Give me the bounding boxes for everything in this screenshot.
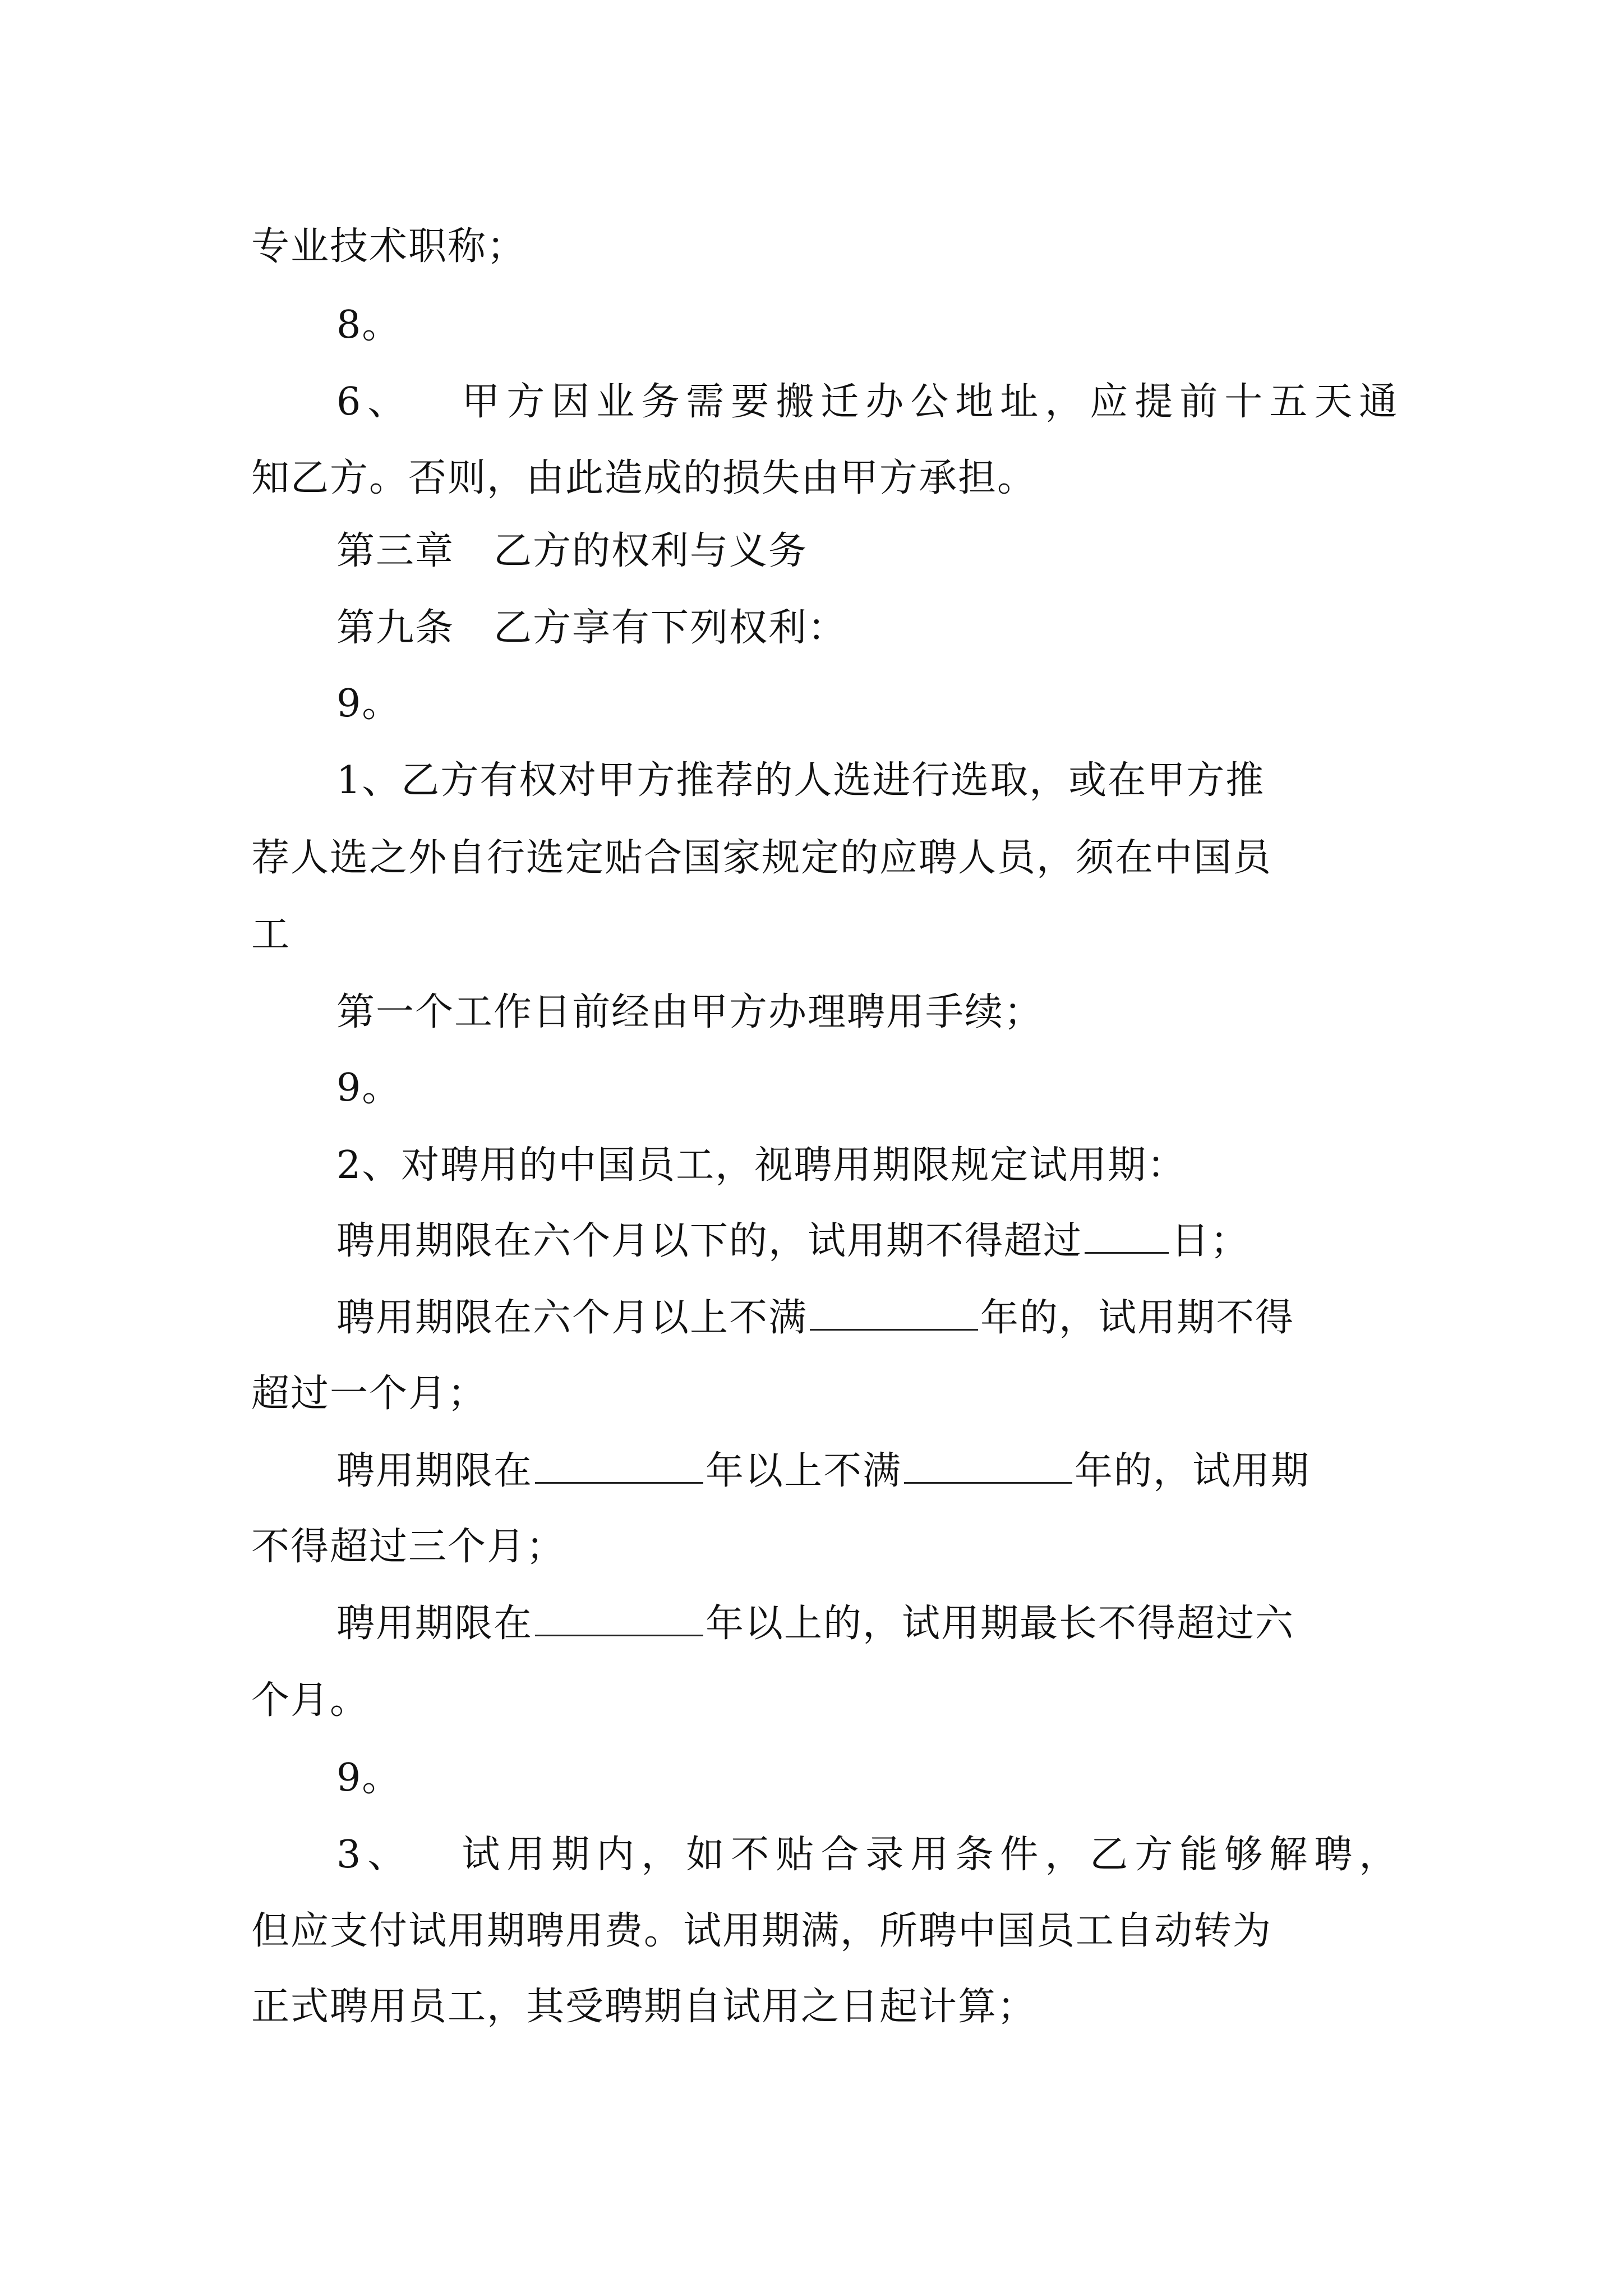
- fill-in-blank: [535, 1600, 703, 1636]
- text-line: [336, 1293, 1294, 1343]
- item-number: 6、: [336, 380, 413, 424]
- text-line: [251, 222, 526, 272]
- text-line: [336, 987, 1043, 1038]
- article-heading: [336, 603, 847, 654]
- text-line: [251, 833, 1272, 884]
- line-text: 聘用期限在: [336, 1449, 533, 1493]
- line-text: 1、乙方有权对甲方推荐的人选进行选取，或在甲方推: [336, 758, 1265, 803]
- line-text: 专业技术职称；: [251, 224, 527, 269]
- line-text: 年以上不满: [706, 1449, 902, 1493]
- item-number: 3、: [336, 1833, 413, 1877]
- line-text: 不得超过三个月；: [251, 1525, 566, 1569]
- line-text: 正式聘用员工，其受聘期自试用之日起计算；: [251, 1985, 1037, 2029]
- chapter-number: 第三章: [336, 529, 455, 573]
- text-line: [251, 1676, 369, 1726]
- text-line: [251, 1982, 1036, 2032]
- chapter-heading: [336, 526, 808, 577]
- text-line: [336, 1830, 1404, 1880]
- line-text: 8。: [336, 303, 402, 347]
- article-title: 乙方享有下列权利：: [494, 606, 847, 650]
- text-line: [251, 1522, 565, 1572]
- line-text: 第一个工作日前经由甲方办理聘用手续；: [336, 990, 1044, 1034]
- line-text: 试用期内，如不贴合录用条件，乙方能够解聘，: [462, 1833, 1404, 1877]
- line-text: 甲方因业务需要搬迁办公地址，应提前十五天通: [462, 380, 1404, 424]
- fill-in-blank: [904, 1447, 1072, 1484]
- line-text: 聘用期限在六个月以下的，试用期不得超过: [336, 1219, 1083, 1263]
- line-text: 荐人选之外自行选定贴合国家规定的应聘人员，须在中国员: [251, 836, 1272, 880]
- text-line: [336, 1140, 1186, 1191]
- line-text: 2、对聘用的中国员工，视聘用期限规定试用期：: [336, 1143, 1187, 1188]
- fill-in-blank: [810, 1294, 978, 1331]
- line-text: 知乙方。否则，由此造成的损失由甲方承担。: [251, 456, 1037, 500]
- text-line: [336, 1216, 1249, 1267]
- text-line: [336, 300, 401, 351]
- text-line: [336, 1446, 1310, 1497]
- line-text: 9。: [336, 1066, 402, 1110]
- line-text: 年的，试用期不得: [980, 1296, 1295, 1340]
- line-text: 但应支付试用期聘用费。试用期满，所聘中国员工自动转为: [251, 1909, 1272, 1953]
- line-text: 聘用期限在: [336, 1602, 533, 1646]
- line-text: 9。: [336, 1756, 402, 1800]
- text-line: [251, 453, 1036, 504]
- line-text: 工: [251, 913, 291, 957]
- line-text: 年以上的，试用期最长不得超过六: [706, 1602, 1295, 1646]
- line-text: 年的，试用期: [1075, 1449, 1311, 1493]
- text-line: [251, 1906, 1272, 1957]
- line-text: 9。: [336, 682, 402, 726]
- text-line: [336, 679, 401, 729]
- text-line: [251, 1369, 487, 1419]
- line-text: 聘用期限在六个月以上不满: [336, 1296, 808, 1340]
- text-line: [336, 756, 1265, 806]
- text-line: [336, 1753, 401, 1803]
- line-text: 个月。: [251, 1678, 370, 1723]
- chapter-title: 乙方的权利与义务: [494, 529, 808, 573]
- line-text: 日；: [1171, 1219, 1250, 1263]
- fill-in-blank: [1085, 1217, 1169, 1254]
- text-line: [336, 1599, 1294, 1649]
- article-number: 第九条: [336, 606, 455, 650]
- text-line: [251, 910, 291, 960]
- text-line: [336, 377, 1404, 427]
- text-line: [336, 1063, 401, 1114]
- line-text: 超过一个月；: [251, 1372, 487, 1416]
- fill-in-blank: [535, 1447, 703, 1484]
